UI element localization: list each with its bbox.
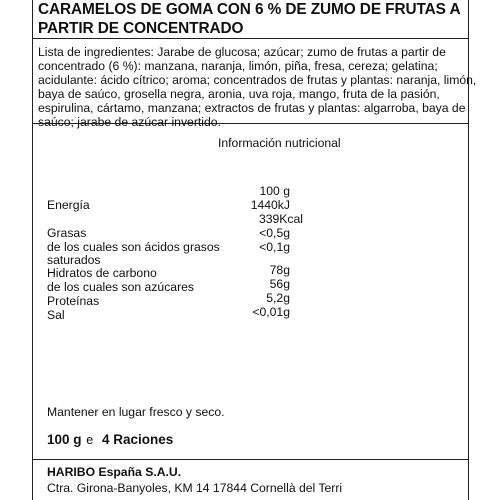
nutrition-label-fat: Grasas bbox=[47, 226, 87, 240]
nutrition-value-salt: <0,01g bbox=[252, 305, 290, 319]
product-title-line-1: CARAMELOS DE GOMA CON 6 % DE ZUMO DE FRUTAS A bbox=[38, 1, 461, 18]
divider-manufacturer bbox=[32, 459, 469, 460]
portions: 4 Raciones bbox=[102, 432, 174, 447]
nutrition-label-saturated: de los cuales son ácidos grasos bbox=[47, 240, 220, 254]
product-title bbox=[38, 0, 460, 38]
ingredients-line: concentrado (6 %): manzana, naranja, limón, piña, fresa, cereza; gelatina; bbox=[38, 59, 438, 73]
nutrition-label-energy: Energía bbox=[47, 198, 90, 212]
nutrition-label-protein: Proteínas bbox=[47, 294, 100, 308]
nutrition-label-carbs: Hidratos de carbono bbox=[47, 266, 157, 280]
nutrition-value-sugars: 56g bbox=[269, 277, 290, 291]
nutrition-label-saturated-cont: saturados bbox=[47, 253, 101, 267]
product-title-line-2: PARTIR DE CONCENTRADO bbox=[38, 20, 244, 37]
manufacturer-name: HARIBO España S.A.U. bbox=[47, 465, 182, 479]
ingredients-line: saúco; jarabe de azúcar invertido. bbox=[38, 115, 221, 129]
net-weight: 100 g bbox=[47, 432, 82, 447]
ingredients-line: acidulante: ácido cítrico; aroma; concentrados de frutas y plantas: naranja, limón, bbox=[38, 73, 477, 87]
estimated-mark: e bbox=[86, 433, 94, 447]
manufacturer-address: Ctra. Girona-Banyoles, KM 14 17844 Cornellà del Terri bbox=[47, 481, 343, 495]
net-weight-line bbox=[47, 432, 173, 448]
nutrition-label-sugars: de los cuales son azúcares bbox=[47, 280, 195, 294]
nutrition-value-saturated: <0,1g bbox=[259, 240, 290, 254]
storage-instructions: Mantener en lugar fresco y seco. bbox=[47, 405, 225, 419]
nutrition-label-salt: Sal bbox=[47, 308, 65, 322]
ingredients-line: espirulina, cártamo, manzana; extractos de frutas y plantas: algarroba, baya de bbox=[38, 101, 466, 115]
nutrition-heading: Información nutricional bbox=[218, 136, 341, 150]
ingredients-line: baya de saúco, grosella negra, aronia, uva roja, mango, fruta de la pasión, bbox=[38, 87, 440, 101]
ingredients-list bbox=[38, 45, 476, 129]
nutrition-value-fat: <0,5g bbox=[259, 226, 290, 240]
nutrition-value-energy-kj: 1440kJ bbox=[250, 198, 290, 212]
nutrition-value-energy-kcal: 339Kcal bbox=[258, 212, 303, 226]
ingredients-line: Lista de ingredientes: Jarabe de glucosa; azúcar; zumo de frutas a partir de bbox=[38, 45, 446, 59]
divider-title bbox=[32, 38, 469, 39]
nutrition-value-carbs: 78g bbox=[269, 263, 290, 277]
nutrition-column-header: 100 g bbox=[259, 184, 290, 198]
nutrition-value-protein: 5,2g bbox=[266, 291, 290, 305]
